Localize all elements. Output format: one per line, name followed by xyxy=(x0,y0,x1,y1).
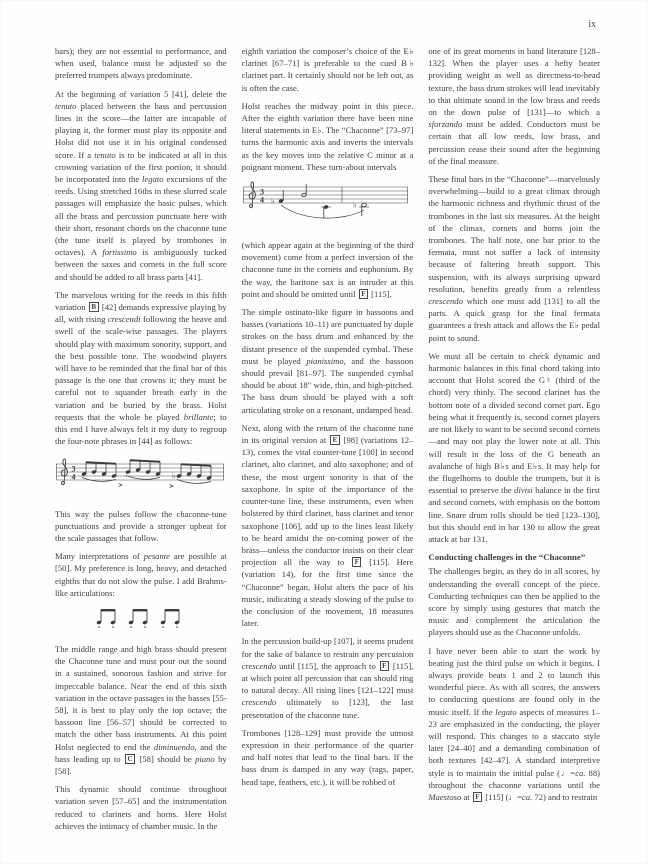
styled-text: legato xyxy=(495,706,517,717)
svg-text:>: > xyxy=(169,482,175,490)
paragraph: I have never been able to start the work by beating just the third pulse on which it begins. I always provide beats 1 and 2 to launch this wonderful piece. As with all scores, the answers to conducting questions are found only in the music itself. If the legato aspects of measures 1–23 are emphasized in the conducting, the player will respond. This changes to a staccato style later [24–40] and a demanding combination of both textures [42–47]. A standard interpretive style is to maintain the initial pulse (♩=ca. 88) throughout the chaconne variations until the Maestoso at F [115] (♩=ca. 72) and to restrain xyxy=(428,645,601,802)
styled-text: fortissimo xyxy=(102,247,137,258)
styled-text: crescendo xyxy=(241,660,277,671)
paragraph: At the beginning of variation 5 [41], delete the tenuto placed between the bass and percussion lines in the score—the latter are incapable of playing it, the former must play its opposite and Holst did not use it in his original condensed score. If a tenuto is to be indicated at all in this crowning variation of the first portion, it should be incorporated into the legato excursions of the reeds. Using stretched 16ths in these slurred scale passages will emphasize the basic pulses, which all the brass and percussion punctuate here with their short, resonant chords on the chaconne tune (the tune itself is played by trombones in octaves). A fortissimo is ambiguously tucked between the saxes and cornets in the full score and should be added to all brass parts [41]. xyxy=(55,88,227,282)
svg-text:3: 3 xyxy=(71,463,76,473)
paragraph: Holst reaches the midway point in this piece. After the eighth variation there have been nine literal statements in E♭. The “Chaconne” [73–97] turns the harmonic axis and inverts the intervals as the key moves into the relative C minor at a poignant moment. These turn-about intervals xyxy=(241,100,414,172)
paragraph: eighth variation the composer’s choice of the E♭ clarinet [67–71] is preferable to the cued B♭ clarinet part. It certainly should not be left out, as is often the case. xyxy=(241,46,414,93)
paragraph: In the percussion build-up [107], it seems prudent for the sake of balance to restrain any percussion crescendo until [115], the approach to F [115], at which point all percussion that can should ring to natural decay. All rising lines [121–122] must crescendo ultimately to [123], the last presentation of the chaconne tune. xyxy=(241,636,414,720)
column-left xyxy=(55,45,227,838)
styled-text: piano xyxy=(195,753,215,764)
paragraph: Next, along with the return of the chaconne tune in its original version at E [98] (variations 12–13), comes the vital counter-tune [100] in second clarinet, alto clarinet, and alto saxophone; and of these, the most urgent sonority is that of the saxophone. In spite of the importance of the counter-tune line, these instruments, even when bolstered by third clarinet, bass clarinet and tenor saxophone [106], add up to the lines least likely to be heard amidst the on-coming power of the brass—unless the conductor insists on their clear projection all the way to F [115]. Here (variation 14), for the first time since the “Chaconne” began, Holst alters the pace of his music, indicating a steady slowing of the pulse to the conclusion of the movement, 18 measures later. xyxy=(241,422,414,629)
rehearsal-letter: C xyxy=(125,754,135,764)
music-example-articulations xyxy=(55,605,227,636)
staff-notation-svg xyxy=(55,454,225,496)
section-heading-conducting-challenges: Conducting challenges in the “Chaconne” xyxy=(428,552,586,563)
paragraph: This way the pulses follow the chaconne-tune punctuations and provide a stronger upbeat for the scale passages that follow. xyxy=(55,508,227,543)
svg-text:>: > xyxy=(118,481,124,489)
svg-text:4: 4 xyxy=(71,471,76,481)
articulation-notation-svg xyxy=(91,605,191,631)
paragraph: The middle range and high brass should present the Chaconne tune and must pour out the sound in a sustained, sonorous fashion and strive for impeccable balance. Near the end of this sixth variation in the octave passages in the basses [55-58], it is best to play only the top octave; the bassoon line [56–57] should be corrected to match the other bass instruments. At this point Holst neglected to end the diminuendo, and the bass leading up to C [58] should be piano by [58]. xyxy=(55,643,227,776)
rehearsal-letter: F xyxy=(380,661,389,671)
paragraph: These final bars in the “Chaconne”—marvelously overwhelming—build to a great climax through the harmonic richness and rhythmic thrust of the trombones in the last six measures. At the height of the climax, cornets and horns join the trombones. The half note, one bar prior to the fermata, must not suffer a lack of intensity because of faltering breath support. This suspension, with its always surprising upward resolution, benefits greatly from a relentless crescendo which one must add [131] to all the parts. A quick grasp for the final fermata guarantees a fresh attack and allows the E♭ pedal point to sound. xyxy=(428,174,601,343)
rehearsal-letter: B xyxy=(89,302,99,312)
styled-text: sforzando xyxy=(428,119,463,130)
paragraph: The challenges begin, as they do in all scores, by understanding the overall concept of the piece. Conducting techniques can then be applied to the score by simply using gestures that match the music and complement the articulation the players should use as the Chaconne unfolds. xyxy=(428,566,601,638)
rehearsal-letter: E xyxy=(330,435,340,445)
styled-text: ca. xyxy=(575,767,586,778)
page-number: ix xyxy=(588,19,596,30)
styled-text: pesante xyxy=(143,551,170,562)
paragraph: We must all be certain to check dynamic and harmonic balances in this final chord taking into account that Holst scored the G♮ (third of the chord) very thinly. The second clarinet has the bottom note of a divided second cornet part. Ego being what it frequently is, second cornet players are not likely to want to be second second cornets—and may not play the lower note at all. This will result in the loss of the G beneath an avalanche of high B♭s and E♭s. It may help for the flugelhorns to double the trumpets, but it is essential to preserve the divisi balance in the first and second cornets, with emphasis on the bottom line. Snare drum rolls should be tied [123–130], but this should end in bar 130 to allow the great attack at bar 131. xyxy=(428,350,601,544)
styled-text: divisi xyxy=(514,485,533,496)
styled-text: brillante xyxy=(183,411,214,422)
paragraph: Many interpretations of pesante are possible at [50]. My preference is long, heavy, and detached eighths that do not slow the pulse. I add Brahms-like articulations: xyxy=(55,551,227,598)
styled-text: crescendi xyxy=(107,314,141,325)
svg-text:♭: ♭ xyxy=(270,196,275,206)
rehearsal-letter: F xyxy=(473,792,482,802)
styled-text: pianissimo xyxy=(306,355,344,366)
paragraph: one of its great moments in band literature [128–132]. When the player uses a hefty beater providing weight as well as directness-to-head texture, the bass drum strokes will lead inevitably to that ultimate sound in the low brass and reeds on the down pulse of [131]—to which a sforzando must be added. Conductors must be certain that all low reeds, low brass, and percussion cease their sound after the beginning of the final measure. xyxy=(428,46,601,166)
text-columns xyxy=(55,45,600,838)
svg-text:3: 3 xyxy=(259,187,264,197)
styled-text: ca. xyxy=(521,791,533,802)
styled-text: crescendo xyxy=(428,296,463,307)
paragraph: bars); they are not essential to performance, and when used, balance must be adjusted so the preferred trumpets always predominate. xyxy=(55,46,227,81)
styled-text: tenuto xyxy=(55,100,77,111)
styled-text: Maestoso xyxy=(428,791,462,802)
styled-text: diminuendo xyxy=(153,741,195,752)
svg-text:♭: ♭ xyxy=(352,200,357,210)
paragraph: Trombones [128–129] must provide the utmost expression in their performance of the quarter and half notes that lead to the final bars. If the bass drum is damped in any way (rags, paper, head tape, feathers, etc.), it will be robbed of xyxy=(241,727,414,787)
styled-text: legato xyxy=(142,174,164,185)
paragraph: (which appear again at the beginning of the third movement) come from a perfect inversion of the chaconne tune in the cornets and euphonium. By the way, the baritone sax is an intruder at this point and should be omitted until F [115]. xyxy=(241,240,414,299)
svg-text:♭: ♭ xyxy=(172,471,176,480)
paragraph: The simple ostinato-like figure in bassoons and basses (variations 10–11) are punctuated by duple strokes on the bass drum and enhanced by the distant presence of the suspended cymbal. These must be played pianissimo, and the bassoon should prevail [81–97]. The suspended cymbal should be about 18" wide, thin, and high-pitched. The bass drum should be played with a soft articulating stroke on a resonant, undamped head. xyxy=(241,307,414,415)
styled-text: crescendo xyxy=(241,697,277,708)
styled-text: tenuto xyxy=(94,149,116,160)
rehearsal-letter: F xyxy=(359,289,368,299)
rehearsal-letter: F xyxy=(352,557,361,567)
staff-notation-svg xyxy=(242,179,410,227)
music-example-turnabout-intervals xyxy=(242,179,414,232)
music-example-regrouped-phrases xyxy=(55,454,227,501)
paragraph: The marvelous writing for the reeds in this fifth variation B [42] demands expressive playing by all, with rising crescendi following the heave and swell of the scale-wise passages. The players should play with maximum sonority, support, and the best possible tone. The woodwind players will have to be reminded that the final bar of this passage is the one that crowns it; they must be careful not to squander breath early in the variation and be buried by the brass. Holst requests that the whole be played brillante; to this end I have always felt it my duty to regroup the four-note phrases in [44] as follows: xyxy=(55,289,227,447)
column-right xyxy=(428,45,600,838)
paragraph: This dynamic should continue throughout variation seven [57–65] and the instrumentation reduced to clarinets and horns. Here Holst achieves the intimacy of chamber music. In the xyxy=(55,784,227,831)
svg-text:4: 4 xyxy=(259,195,264,205)
column-center xyxy=(242,45,414,838)
